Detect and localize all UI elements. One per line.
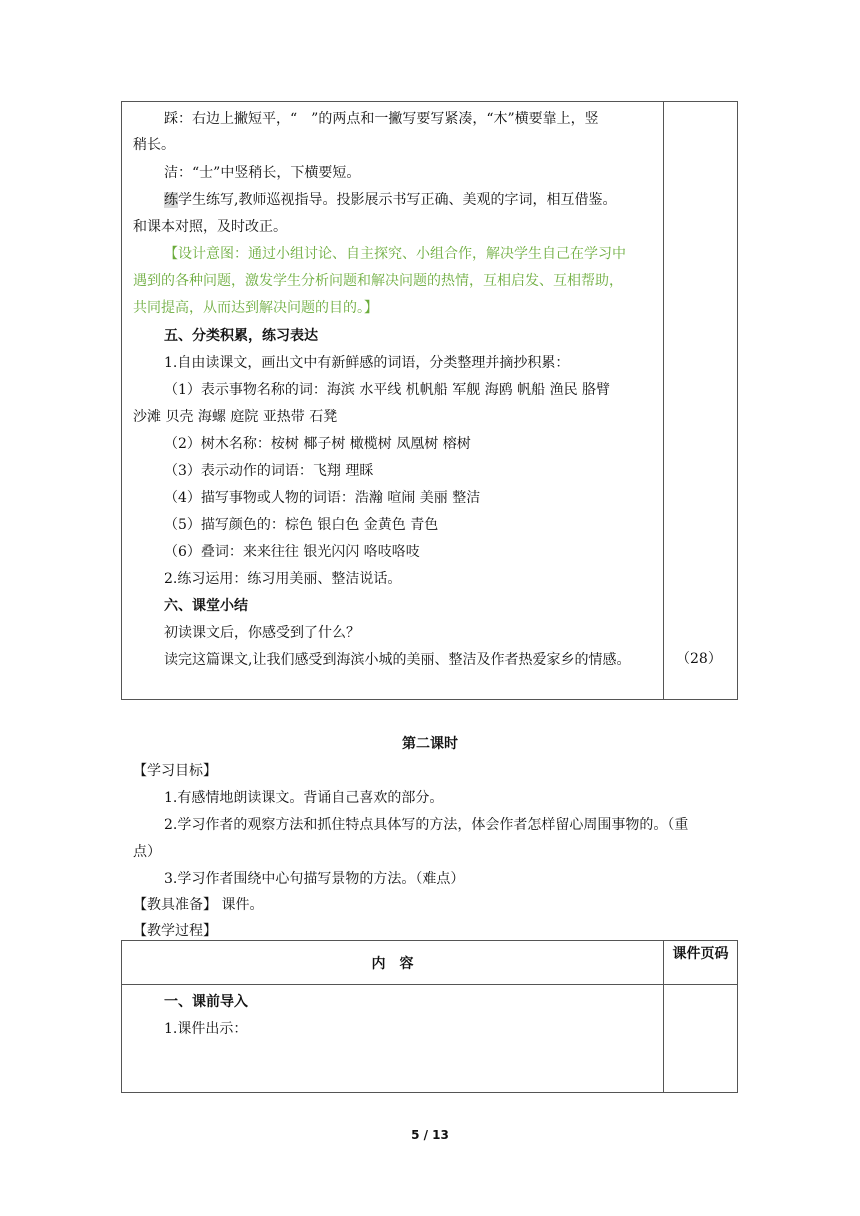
page-number: 5 / 13: [411, 1128, 449, 1142]
process-label: 【教学过程】: [133, 923, 217, 939]
list-item: 1.自由读课文，画出文中有新鲜感的词语，分类整理并摘抄积累：: [164, 355, 570, 371]
table-column-divider: [663, 102, 664, 699]
lesson-title: 第二课时: [402, 736, 458, 752]
column-header-content: 内 容: [371, 956, 414, 972]
section-heading: 五、分类积累，练习表达: [164, 328, 318, 344]
section-heading: 一、课前导入: [164, 994, 248, 1010]
text-fragment: 学生练写,教师巡视指导。投影展示书写正确、美观的字词，相互借鉴。: [178, 192, 617, 208]
table-header-divider: [122, 984, 737, 985]
teaching-process-table: [121, 940, 738, 1093]
section-heading: 六、课堂小结: [164, 598, 248, 614]
goal-item: 3.学习作者围绕中心句描写景物的方法。（难点）: [164, 871, 465, 887]
goals-label: 【学习目标】: [133, 763, 217, 779]
design-intent-line: 共同提高，从而达到解决问题的目的。】: [133, 300, 378, 316]
list-item: （6）叠词：来来往往 银光闪闪 咯吱咯吱: [164, 544, 420, 560]
column-header-page-code: 课件页码: [672, 946, 729, 962]
courseware-page-code: （28）: [676, 651, 722, 667]
table-column-divider: [663, 941, 664, 1092]
list-item: （4）描写事物或人物的词语：浩瀚 喧闹 美丽 整洁: [164, 490, 481, 506]
design-intent-line: 【设计意图：通过小组讨论、自主探究、小组合作，解决学生自己在学习中: [164, 246, 626, 262]
list-item: 1.课件出示：: [164, 1021, 248, 1037]
list-item: 2.练习运用：练习用美丽、整洁说话。: [164, 571, 402, 587]
text-line: [164, 190, 616, 210]
goal-item: 1.有感情地朗读课文。背诵自己喜欢的部分。: [164, 790, 444, 806]
highlighted-char: 练: [164, 192, 178, 208]
list-item: 沙滩 贝壳 海螺 庭院 亚热带 石凳: [133, 409, 338, 425]
list-item: （5）描写颜色的：棕色 银白色 金黄色 青色: [164, 517, 439, 533]
list-item: （3）表示动作的词语：飞翔 理睬: [164, 463, 374, 479]
goal-item: 2.学习作者的观察方法和抓住特点具体写的方法，体会作者怎样留心周围事物的。（重: [164, 817, 689, 833]
text-line: 和课本对照，及时改正。: [133, 219, 287, 235]
list-item: （1）表示事物名称的词：海滨 水平线 机帆船 军舰 海鸥 帆船 渔民 胳臂: [164, 382, 611, 398]
text-line: 稍长。: [133, 137, 175, 153]
summary-line: 初读课文后，你感受到了什么？: [164, 625, 360, 641]
design-intent-line: 遇到的各种问题，激发学生分析问题和解决问题的热情，互相启发、互相帮助，: [133, 273, 623, 289]
text-line: 踩：右边上撇短平，“ ”的两点和一撇写要写紧凑，“木”横要靠上，竖: [164, 111, 599, 127]
summary-line: 读完这篇课文,让我们感受到海滨小城的美丽、整洁及作者热爱家乡的情感。: [164, 652, 631, 668]
tools-line: 【教具准备】 课件。: [133, 897, 264, 913]
goal-item: 点）: [133, 844, 161, 860]
list-item: （2）树木名称：桉树 椰子树 橄榄树 凤凰树 榕树: [164, 436, 471, 452]
text-line: 洁：“士”中竖稍长，下横要短。: [164, 165, 361, 181]
